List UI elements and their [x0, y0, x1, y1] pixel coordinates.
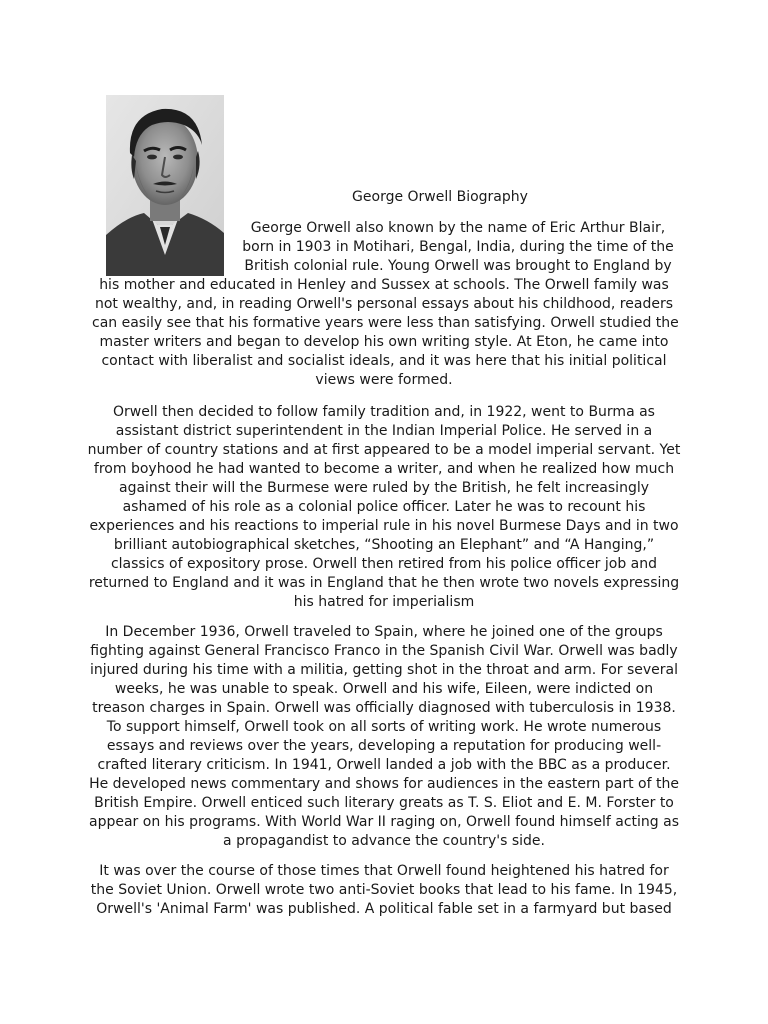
text-line: the Soviet Union. Orwell wrote two anti-Soviet books that lead to his fame. In 1945,: [90, 882, 678, 898]
paragraph-line: [238, 219, 678, 276]
text-line: not wealthy, and, in reading Orwell's personal essays about his childhood, readers: [94, 296, 674, 312]
paragraph-burma: [86, 403, 682, 612]
text-line: number of country stations and at first appeared to be a model imperial servant. Yet: [87, 442, 681, 458]
text-line: weeks, he was unable to speak. Orwell and his wife, Eileen, were indicted on: [114, 681, 654, 697]
document-body: [86, 403, 682, 930]
paragraph-intro-continued: [92, 276, 679, 390]
text-line: contact with liberalist and socialist ideals, and it was here that his initial political: [101, 353, 667, 369]
text-line: crafted literary criticism. In 1941, Orwell landed a job with the BBC as a producer.: [97, 757, 671, 773]
paragraph-intro-wrapped: [238, 219, 678, 276]
text-line: essays and reviews over the years, developing a reputation for producing well-: [106, 738, 662, 754]
text-line: returned to England and it was in England that he then wrote two novels expressing: [88, 575, 680, 591]
text-line: ashamed of his role as a colonial police officer. Later he was to recount his: [122, 499, 646, 515]
text-line: his hatred for imperialism: [293, 594, 475, 610]
text-line: In December 1936, Orwell traveled to Spain, where he joined one of the groups: [105, 624, 663, 640]
text-line: To support himself, Orwell took on all sorts of writing work. He wrote numerous: [106, 719, 662, 735]
text-line: British colonial rule. Young Orwell was brought to England by: [244, 258, 672, 274]
text-line: Orwell's 'Animal Farm' was published. A political fable set in a farmyard but based: [96, 901, 672, 917]
portrait-photo: [106, 95, 224, 276]
text-line: Orwell then decided to follow family tradition and, in 1922, went to Burma as: [113, 404, 655, 420]
document-title: George Orwell Biography: [352, 189, 528, 205]
text-line: experiences and his reactions to imperial rule in his novel Burmese Days and in two: [89, 518, 679, 534]
text-line: his mother and educated in Henley and Sussex at schools. The Orwell family was: [99, 277, 669, 293]
paragraph-spain: [86, 623, 682, 851]
text-line: George Orwell also known by the name of Eric Arthur Blair,: [250, 220, 666, 236]
text-line: a propagandist to advance the country's side.: [223, 833, 545, 849]
text-line: appear on his programs. With World War II raging on, Orwell found himself acting as: [89, 814, 679, 830]
text-line: born in 1903 in Motihari, Bengal, India, during the time of the: [242, 239, 674, 255]
text-line: injured during his time with a militia, getting shot in the throat and arm. For several: [89, 662, 679, 678]
paragraph-soviet: [86, 862, 682, 919]
paragraph-line: [92, 276, 679, 390]
text-line: master writers and began to develop his own writing style. At Eton, he came into: [99, 334, 669, 350]
text-line: can easily see that his formative years were less than satisfying. Orwell studied the: [92, 315, 679, 331]
text-line: from boyhood he had wanted to become a writer, and when he realized how much: [93, 461, 675, 477]
text-line: British Empire. Orwell enticed such literary greats as T. S. Eliot and E. M. Forster to: [94, 795, 674, 811]
text-line: against their will the Burmese were ruled by the British, he felt increasingly: [118, 480, 650, 496]
text-line: brilliant autobiographical sketches, “Shooting an Elephant” and “A Hanging,”: [113, 537, 655, 553]
text-line: views were formed.: [315, 372, 453, 388]
text-line: He developed news commentary and shows for audiences in the eastern part of the: [89, 776, 679, 792]
text-line: treason charges in Spain. Orwell was officially diagnosed with tuberculosis in 1938.: [92, 700, 676, 716]
text-line: assistant district superintendent in the Indian Imperial Police. He served in a: [115, 423, 653, 439]
text-line: It was over the course of those times that Orwell found heightened his hatred for: [99, 863, 669, 879]
text-line: fighting against General Francisco Franco in the Spanish Civil War. Orwell was badly: [90, 643, 678, 659]
text-line: classics of expository prose. Orwell then retired from his police officer job and: [110, 556, 658, 572]
